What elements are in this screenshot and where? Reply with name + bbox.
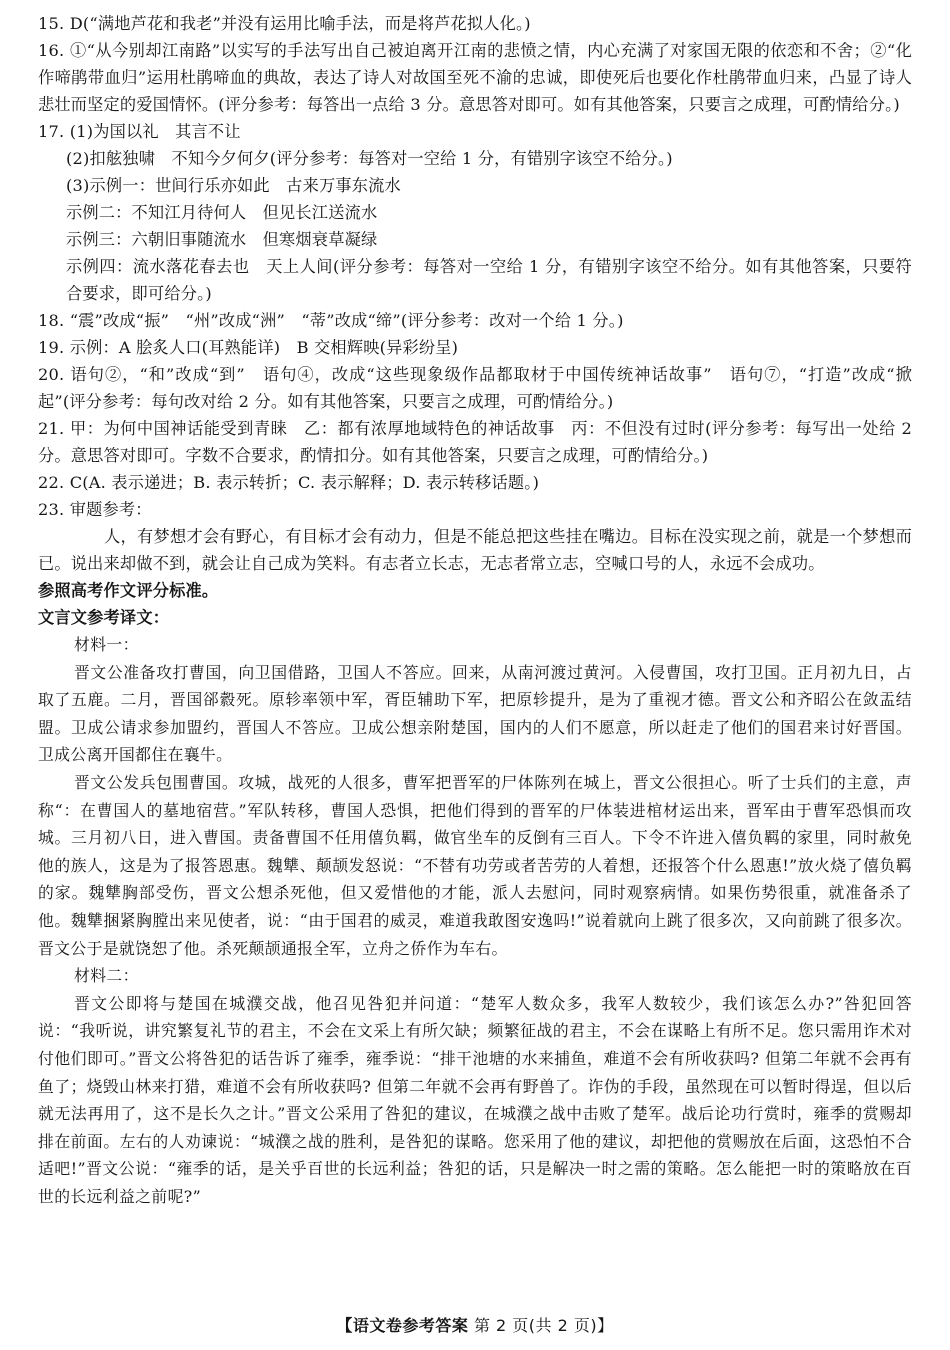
answer-17-3: (3)示例一：世间行乐亦如此 古来万事东流水	[66, 176, 401, 195]
material-1-paragraph-2: 晋文公发兵包围曹国。攻城，战死的人很多，曹军把晋军的尸体陈列在城上，晋文公很担心。听了士兵们的主意，声称“：在曹国人的墓地宿营。”军队转移，曹国人恐惧，把他们得到的晋军的尸体装进棺材运出来，晋军由于曹军恐惧而攻城。三月初八日，进入曹国。责备曹国不任用僖负羁，做官坐车的反倒有三百人。下令不许进入僖负羁的家里，同时赦免他的族人，这是为了报答恩惠。魏犨、颠颉发怒说：“不替有功劳或者苦劳的人着想，还报答个什么恩惠!”放火烧了僖负羁的家。魏犨胸部受伤，晋文公想杀死他，但又爱惜他的才能，派人去慰问，同时观察病情。如果伤势很重，就准备杀了他。魏犨捆紧胸膛出来见使者，说：“由于国君的威灵，难道我敢图安逸吗!”说着就向上跳了很多次，又向前跳了很多次。晋文公于是就饶恕了他。杀死颠颉通报全军，立舟之侨作为车右。	[38, 772, 912, 958]
answer-17-example-4: 示例四：流水落花春去也 天上人间(评分参考：每答对一空给 1 分，有错别字该空不给分。如有其他答案，只要符合要求，即可给分。)	[66, 257, 912, 303]
material-1-paragraph-1: 晋文公准备攻打曹国，向卫国借路，卫国人不答应。回来，从南河渡过黄河。入侵曹国，攻打卫国。正月初九日，占取了五鹿。二月，晋国郤縠死。原轸率领中军，胥臣辅助下军，把原轸提升，是为了重视才德。晋文公和齐昭公在敛盂结盟。卫成公请求参加盟约，晋国人不答应。卫成公想亲附楚国，国内的人们不愿意，所以赶走了他们的国君来讨好晋国。卫成公离开国都住在襄牛。	[38, 662, 912, 765]
answer-15: 15. D(“满地芦花和我老”并没有运用比喻手法，而是将芦花拟人化。)	[38, 14, 531, 33]
answer-17-example-3: 示例三：六朝旧事随流水 但寒烟衰草凝绿	[66, 230, 378, 249]
answer-17-2: (2)扣舷独啸 不知今夕何夕(评分参考：每答对一空给 1 分，有错别字该空不给分。)	[66, 149, 673, 168]
answer-18: 18. “震”改成“振” “州”改成“洲” “蒂”改成“缔”(评分参考：改对一个给 1 分。)	[38, 311, 624, 330]
material-1-label: 材料一：	[74, 635, 139, 654]
essay-standard-heading: 参照高考作文评分标准。	[38, 581, 219, 600]
answer-16: 16. ①“从今别却江南路”以实写的手法写出自己被迫离开江南的悲愤之情，内心充满了对家国无限的依恋和不舍；②“化作啼鹃带血归”运用杜鹃啼血的典故，表达了诗人对故国至死不渝的忠诚，即使死后也要化作杜鹃带血归来，凸显了诗人悲壮而坚定的爱国情怀。(评分参考：每答出一点给 3 分。意思答对即可。如有其他答案，只要言之成理，可酌情给分。)	[38, 41, 912, 114]
answer-17-example-2: 示例二：不知江月待何人 但见长江送流水	[66, 203, 378, 222]
footer-page-number: 第 2 页(共 2 页)】	[473, 1316, 614, 1335]
answer-23-label: 23. 审题参考：	[38, 500, 152, 519]
answer-23-text: 人，有梦想才会有野心，有目标才会有动力，但是不能总把这些挂在嘴边。目标在没实现之前，就是一个梦想而已。说出来却做不到，就会让自己成为笑料。有志者立长志，无志者常立志，空喊口号的人，永远不会成功。	[38, 527, 912, 573]
answer-section	[38, 10, 912, 631]
translation-section	[38, 631, 912, 1210]
footer-title: 【语文卷参考答案	[336, 1316, 469, 1335]
page-footer	[0, 1313, 950, 1336]
material-2-label: 材料二：	[74, 966, 139, 986]
answer-21: 21. 甲：为何中国神话能受到青睐 乙：都有浓厚地域特色的神话故事 丙：不但没有过时(评分参考：每写出一处给 2 分。意思答对即可。字数不合要求，酌情扣分。如有其他答案，只要言之成理，可酌情给分。)	[38, 419, 912, 465]
answer-17-1: 17. (1)为国以礼 其言不让	[38, 122, 241, 141]
answer-20: 20. 语句②，“和”改成“到” 语句④，改成“这些现象级作品都取材于中国传统神话故事” 语句⑦，“打造”改成“掀起”(评分参考：每句改对给 2 分。如有其他答案，只要言之成理，可酌情给分。)	[38, 365, 912, 411]
answer-22: 22. C(A. 表示递进；B. 表示转折；C. 表示解释；D. 表示转移话题。)	[38, 473, 540, 492]
material-2-paragraph-1: 晋文公即将与楚国在城濮交战，他召见咎犯并问道：“楚军人数众多，我军人数较少，我们该怎么办?”咎犯回答说：“我听说，讲究繁复礼节的君主，不会在文采上有所欠缺；频繁征战的君主，不会在谋略上有所不足。您只需用诈术对付他们即可。”晋文公将咎犯的话告诉了雍季，雍季说：“排干池塘的水来捕鱼，难道不会有所收获吗? 但第二年就不会再有鱼了；烧毁山林来打猎，难道不会有所收获吗? 但第二年就不会再有野兽了。诈伪的手段，虽然现在可以暂时得逞，但以后就无法再用了，这不是长久之计。”晋文公采用了咎犯的建议，在城濮之战中击败了楚军。战后论功行赏时，雍季的赏赐却排在前面。左右的人劝谏说：“城濮之战的胜利，是咎犯的谋略。您采用了他的建议，却把他的赏赐放在后面，这恐怕不合适吧!”晋文公说：“雍季的话，是关乎百世的长远利益；咎犯的话，只是解决一时之需的策略。怎么能把一时的策略放在百世的长远利益之前呢?”	[38, 993, 912, 1206]
answer-19: 19. 示例：A 脍炙人口(耳熟能详) B 交相辉映(异彩纷呈)	[38, 338, 459, 357]
translation-heading: 文言文参考译文：	[38, 608, 170, 627]
